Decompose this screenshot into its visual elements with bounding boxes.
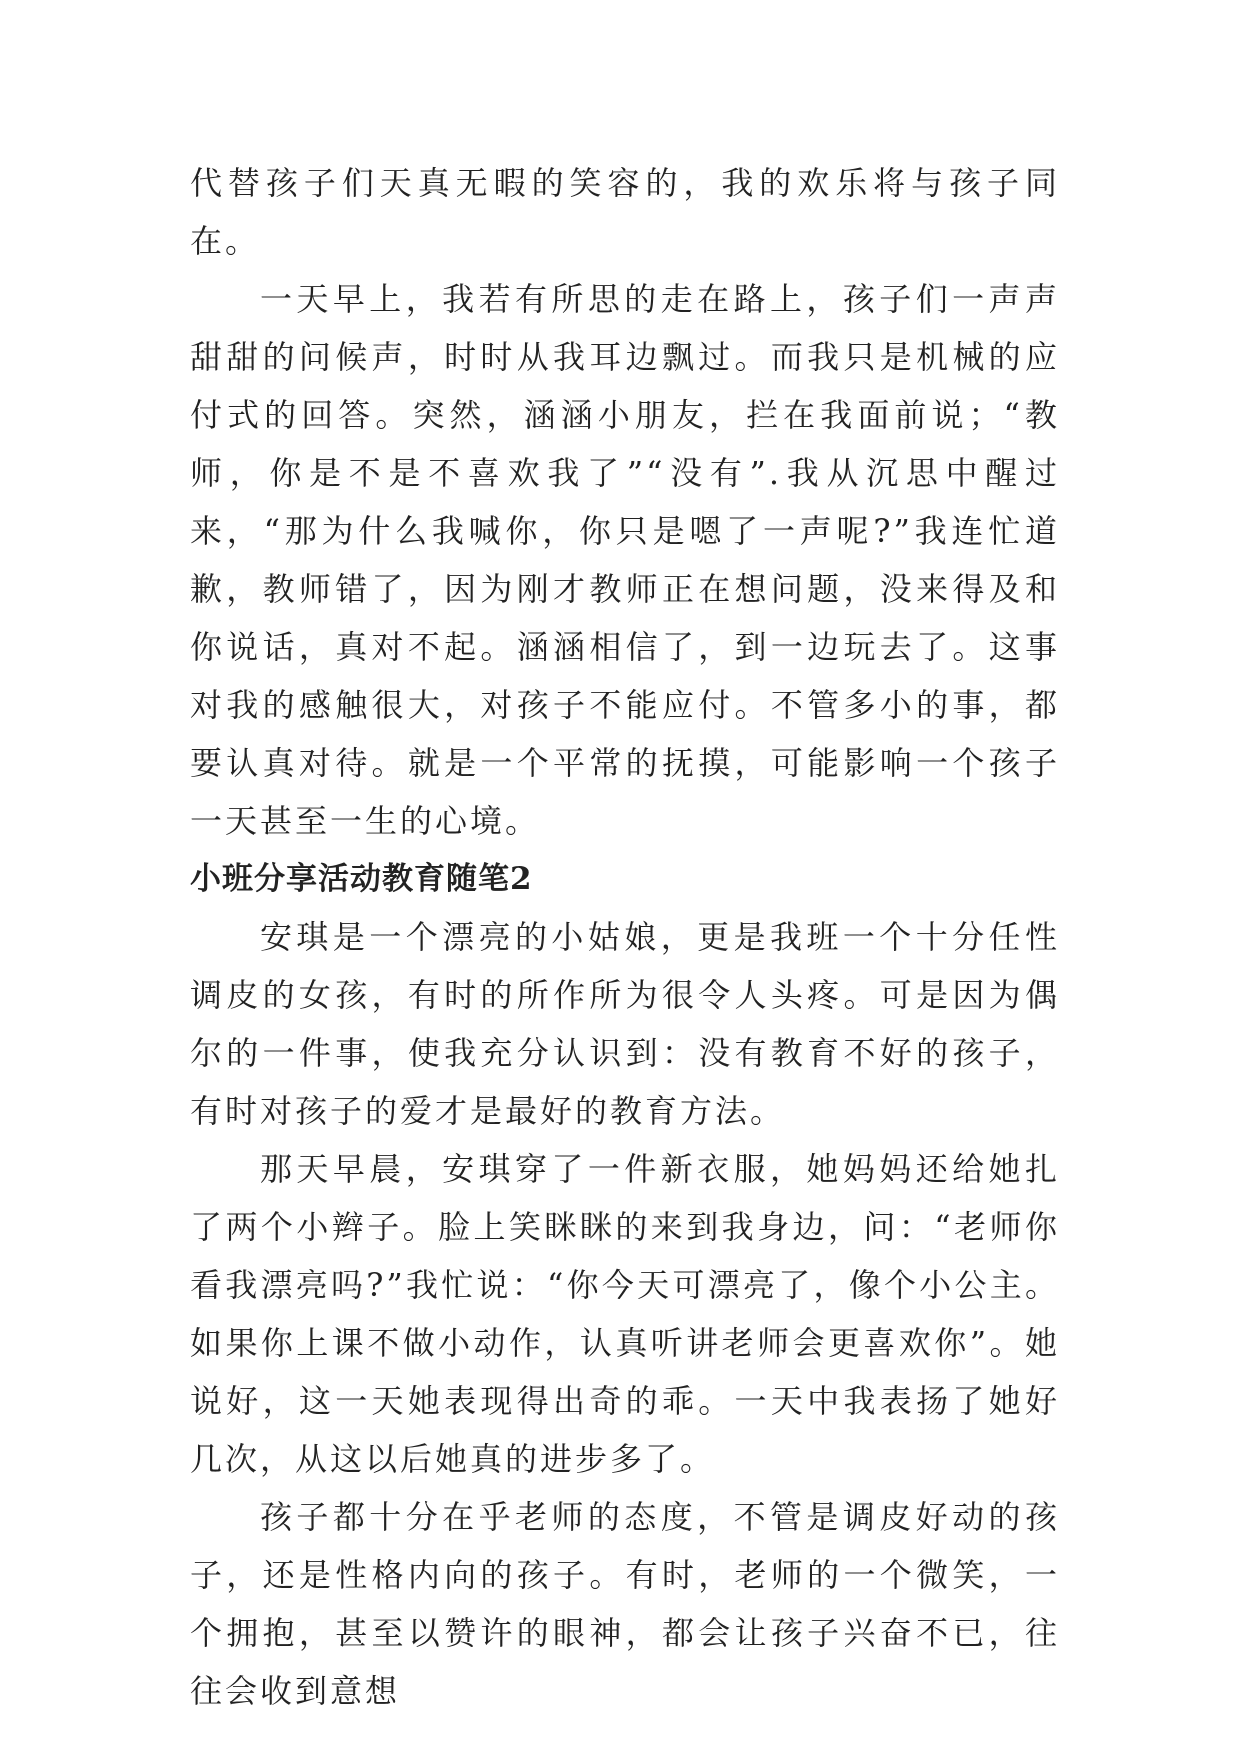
section-title: 小班分享活动教育随笔2 [190, 861, 533, 897]
paragraph-anqi-intro: 安琪是一个漂亮的小姑娘，更是我班一个十分任性调皮的女孩，有时的所作所为很令人头疼。可是因为偶尔的一件事，使我充分认识到：没有教育不好的孩子，有时对孩子的爱才是最好的教育方法。 [190, 918, 1060, 1130]
paragraph-morning-greeting: 一天早上，我若有所思的走在路上，孩子们一声声甜甜的问候声，时时从我耳边飘过。而我只是机械的应付式的回答。突然，涵涵小朋友，拦在我面前说；“教师，你是不是不喜欢我了”“没有”.我从沉思中醒过来，“那为什么我喊你，你只是嗯了一声呢?”我连忙道歉，教师错了，因为刚才教师正在想问题，没来得及和你说话，真对不起。涵涵相信了，到一边玩去了。这事对我的感触很大，对孩子不能应付。不管多小的事，都要认真对待。就是一个平常的抚摸，可能影响一个孩子一天甚至一生的心境。 [190, 280, 1060, 840]
paragraph-teacher-attitude: 孩子都十分在乎老师的态度，不管是调皮好动的孩子，还是性格内向的孩子。有时，老师的一个微笑，一个拥抱，甚至以赞许的眼神，都会让孩子兴奋不已，往往会收到意想 [190, 1498, 1060, 1710]
paragraph-continuation: 代替孩子们天真无暇的笑容的，我的欢乐将与孩子同在。 [190, 164, 1060, 260]
paragraph-new-clothes: 那天早晨，安琪穿了一件新衣服，她妈妈还给她扎了两个小辫子。脸上笑眯眯的来到我身边，问：“老师你看我漂亮吗?”我忙说：“你今天可漂亮了，像个小公主。如果你上课不做小动作，认真听讲老师会更喜欢你”。她说好，这一天她表现得出奇的乖。一天中我表扬了她好几次，从这以后她真的进步多了。 [190, 1150, 1060, 1478]
document-body [190, 154, 1060, 1720]
